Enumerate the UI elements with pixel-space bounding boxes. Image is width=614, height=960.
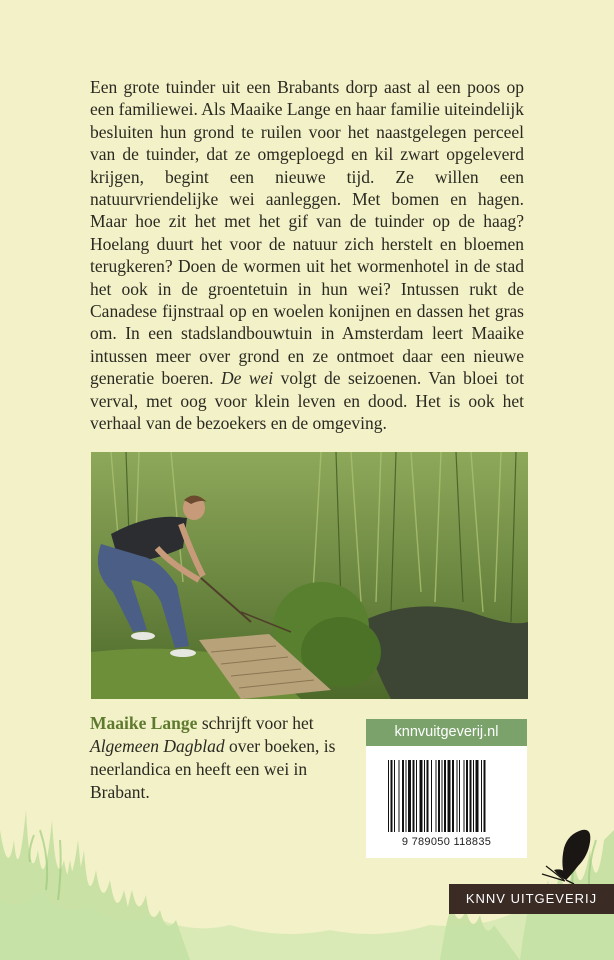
book-title: De wei (220, 368, 274, 389)
author-bio-text-2: over boeken, is neerlandica en heeft een wei in Brabant. (90, 736, 336, 802)
author-name: Maaike Lange (90, 713, 198, 733)
barcode-bar (388, 760, 389, 832)
butterfly-icon (538, 826, 594, 886)
barcode-bar (427, 760, 429, 832)
barcode-bar (399, 760, 400, 832)
barcode-bar (436, 760, 437, 832)
barcode-bar (394, 760, 395, 832)
isbn-digits: 9 789050 118835 (401, 836, 492, 848)
barcode-bar (408, 760, 411, 832)
publisher-url[interactable]: knnvuitgeverij.nl (366, 719, 527, 746)
barcode-bar (420, 760, 423, 832)
barcode-bar (424, 760, 425, 832)
author-bio-text-1: schrijft voor het (197, 713, 314, 733)
blurb-paragraph-end: volgt de seizoenen. Van bloei tot verval, met oog voor klein leven en dood. Het is ook het verhaal van de bezoekers en de omgeving. (90, 368, 524, 434)
barcode-bar (444, 760, 446, 832)
barcode-bar (413, 760, 415, 832)
blurb-paragraph-main: Een grote tuinder uit een Brabants dorp aast al een poos op een familiewei. Als Maaike Lange en haar familie uiteindelijk besluiten hun grond te ruilen voor het naastgelegen perceel van de tuinder, dat ze omgeploegd en kil zwart opgeleverd krijgen, begint een nieuwe tijd. Ze willen een natuurvriendelijke wei aanleggen. Met bomen en hagen. Maar hoe zit het met het gif van de tuinder op de haag? Hoelang duurt het voor de natuur zich herstelt en bloemen terugkeren? Doen de wormen uit het wormenhotel in de stad het ook in de groentetuin in hun wei? Intussen rukt de Canadese fijnstraal op en woelen konijnen en dassen het gras om. In een stadslandbouwtuin in Amsterdam leert Maaike intussen meer over grond en ze ontmoet daar een nieuwe generatie boeren. (90, 77, 524, 389)
barcode-bar (406, 760, 407, 832)
barcode-bar (391, 760, 393, 832)
isbn-barcode (366, 746, 527, 858)
barcode-bars (386, 760, 507, 834)
barcode-bar (431, 760, 432, 832)
author-bio (90, 712, 358, 804)
barcode-bar (459, 760, 460, 832)
barcode-bar (473, 760, 474, 832)
barcode-bar (452, 760, 454, 832)
author-photo (91, 452, 528, 699)
barcode-bar (457, 760, 458, 832)
barcode-bar (481, 760, 482, 832)
barcode-bar (448, 760, 451, 832)
barcode-bar (438, 760, 440, 832)
barcode-bar (442, 760, 443, 832)
barcode-bar (402, 760, 404, 832)
blurb-text (90, 76, 524, 435)
barcode-bar (484, 760, 486, 832)
barcode-bar (470, 760, 472, 832)
publisher-logo: KNNV UITGEVERIJ (449, 884, 614, 914)
newspaper-name: Algemeen Dagblad (90, 736, 225, 756)
barcode-bar (466, 760, 468, 832)
barcode-bar (416, 760, 417, 832)
barcode-bar (464, 760, 465, 832)
barcode-bar (476, 760, 479, 832)
